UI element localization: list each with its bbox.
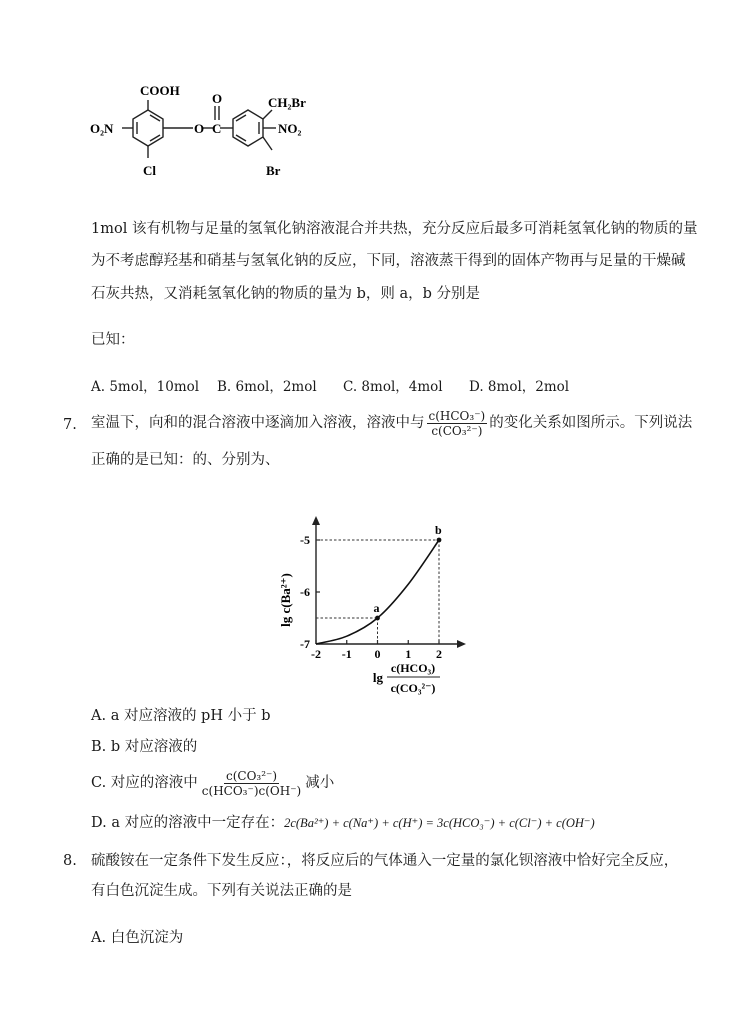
q6-line-2: 为不考虑醇羟基和硝基与氢氧化钠的反应，下同，溶液蒸干得到的固体产物再与足量的干燥碱 bbox=[91, 253, 686, 269]
no2-label: NO₂ bbox=[278, 121, 302, 136]
q6-known: 已知： bbox=[91, 332, 135, 348]
q7-chart bbox=[270, 512, 470, 702]
q7-option-d[interactable] bbox=[91, 813, 595, 833]
y-tick-label: -5 bbox=[300, 533, 310, 547]
q7-option-d-prefix: D. a 对应的溶液中一定存在： bbox=[91, 815, 285, 831]
q7-line-1 bbox=[91, 401, 692, 445]
q7-fraction-denominator: c(CO₃²⁻) bbox=[431, 423, 483, 438]
molecule-structure bbox=[88, 80, 338, 192]
x-tick-label: 1 bbox=[405, 647, 412, 661]
q7-option-c-fraction bbox=[200, 769, 303, 798]
q7-option-d-equation: 2c(Ba²⁺) + c(Na⁺) + c(H⁺) = 3c(HCO₃⁻) + c(Cl⁻) + c(OH⁻) bbox=[284, 816, 595, 830]
x-axis-label-numerator: c(HCO₃) bbox=[390, 661, 436, 675]
o2n-label: O₂N bbox=[90, 121, 114, 136]
q7-ratio-fraction bbox=[427, 409, 488, 438]
q7-option-a[interactable]: A. a 对应溶液的 pH 小于 b bbox=[91, 708, 271, 724]
q7-text-after: 的变化关系如图所示。下列说法 bbox=[489, 415, 693, 431]
x-axis-label-prefix: lg bbox=[372, 670, 383, 685]
q8-number: 8. bbox=[63, 853, 77, 869]
q6-option-b[interactable]: B. 6mol，2mol bbox=[217, 379, 317, 395]
x-tick-label: 2 bbox=[436, 647, 442, 661]
q7-option-c-prefix: C. 对应的溶液中 bbox=[91, 775, 198, 791]
q6-option-c[interactable]: C. 8mol，4mol bbox=[343, 379, 443, 395]
ch2br-label: CH₂Br bbox=[268, 95, 306, 110]
q7-option-c-numerator: c(CO₃²⁻) bbox=[225, 768, 278, 783]
x-axis-label-denominator: c(CO₃²⁻) bbox=[390, 681, 436, 695]
q7-option-b[interactable]: B. b 对应溶液的 bbox=[91, 739, 198, 755]
q8-line-2: 有白色沉淀生成。下列有关说法正确的是 bbox=[91, 883, 352, 899]
q7-option-c-denominator: c(HCO₃⁻)c(OH⁻) bbox=[201, 783, 302, 798]
ester-o-label: O bbox=[194, 121, 205, 136]
carbonyl-o-label: O bbox=[212, 91, 223, 106]
y-tick-label: -7 bbox=[300, 637, 310, 651]
y-tick-label: -6 bbox=[300, 585, 310, 599]
x-tick-label: 0 bbox=[374, 647, 381, 661]
q7-number: 7. bbox=[63, 417, 77, 433]
q8-line-1: 硫酸铵在一定条件下发生反应：，将反应后的气体通入一定量的氯化钡溶液中恰好完全反应， bbox=[91, 853, 679, 869]
point-b bbox=[437, 538, 442, 543]
q6-option-d[interactable]: D. 8mol，2mol bbox=[469, 379, 570, 395]
br-label: Br bbox=[266, 163, 281, 178]
y-axis-arrow bbox=[312, 516, 320, 525]
q7-option-c[interactable] bbox=[91, 763, 334, 803]
q7-text-before: 室温下，向和的混合溶液中逐滴加入溶液，溶液中与 bbox=[91, 415, 425, 431]
x-tick-label: -1 bbox=[341, 647, 352, 661]
x-axis-arrow bbox=[457, 640, 466, 648]
q7-option-c-suffix: 减小 bbox=[305, 775, 335, 791]
y-axis-label: lg c(Ba²⁺) bbox=[278, 573, 293, 627]
cl-label: Cl bbox=[143, 163, 156, 178]
point-a bbox=[375, 616, 380, 621]
point-label-a: a bbox=[373, 601, 380, 615]
point-label-b: b bbox=[435, 523, 442, 537]
q6-line-3: 石灰共热，又消耗氢氧化钠的物质的量为 b，则 a，b 分别是 bbox=[91, 286, 481, 302]
q6-line-1: 1mol 该有机物与足量的氢氧化钠溶液混合并共热，充分反应后最多可消耗氢氧化钠的物质的量 bbox=[91, 221, 698, 237]
carbonyl-c-label: C bbox=[212, 121, 222, 136]
q7-fraction-numerator: c(HCO₃⁻) bbox=[428, 408, 486, 423]
q7-line-2: 正确的是已知：的、分别为、 bbox=[91, 452, 280, 468]
cooh-label: COOH bbox=[140, 83, 180, 98]
q8-option-a[interactable]: A. 白色沉淀为 bbox=[91, 930, 184, 946]
x-tick-label: -2 bbox=[311, 647, 321, 661]
q6-option-a[interactable]: A. 5mol，10mol bbox=[91, 379, 200, 395]
